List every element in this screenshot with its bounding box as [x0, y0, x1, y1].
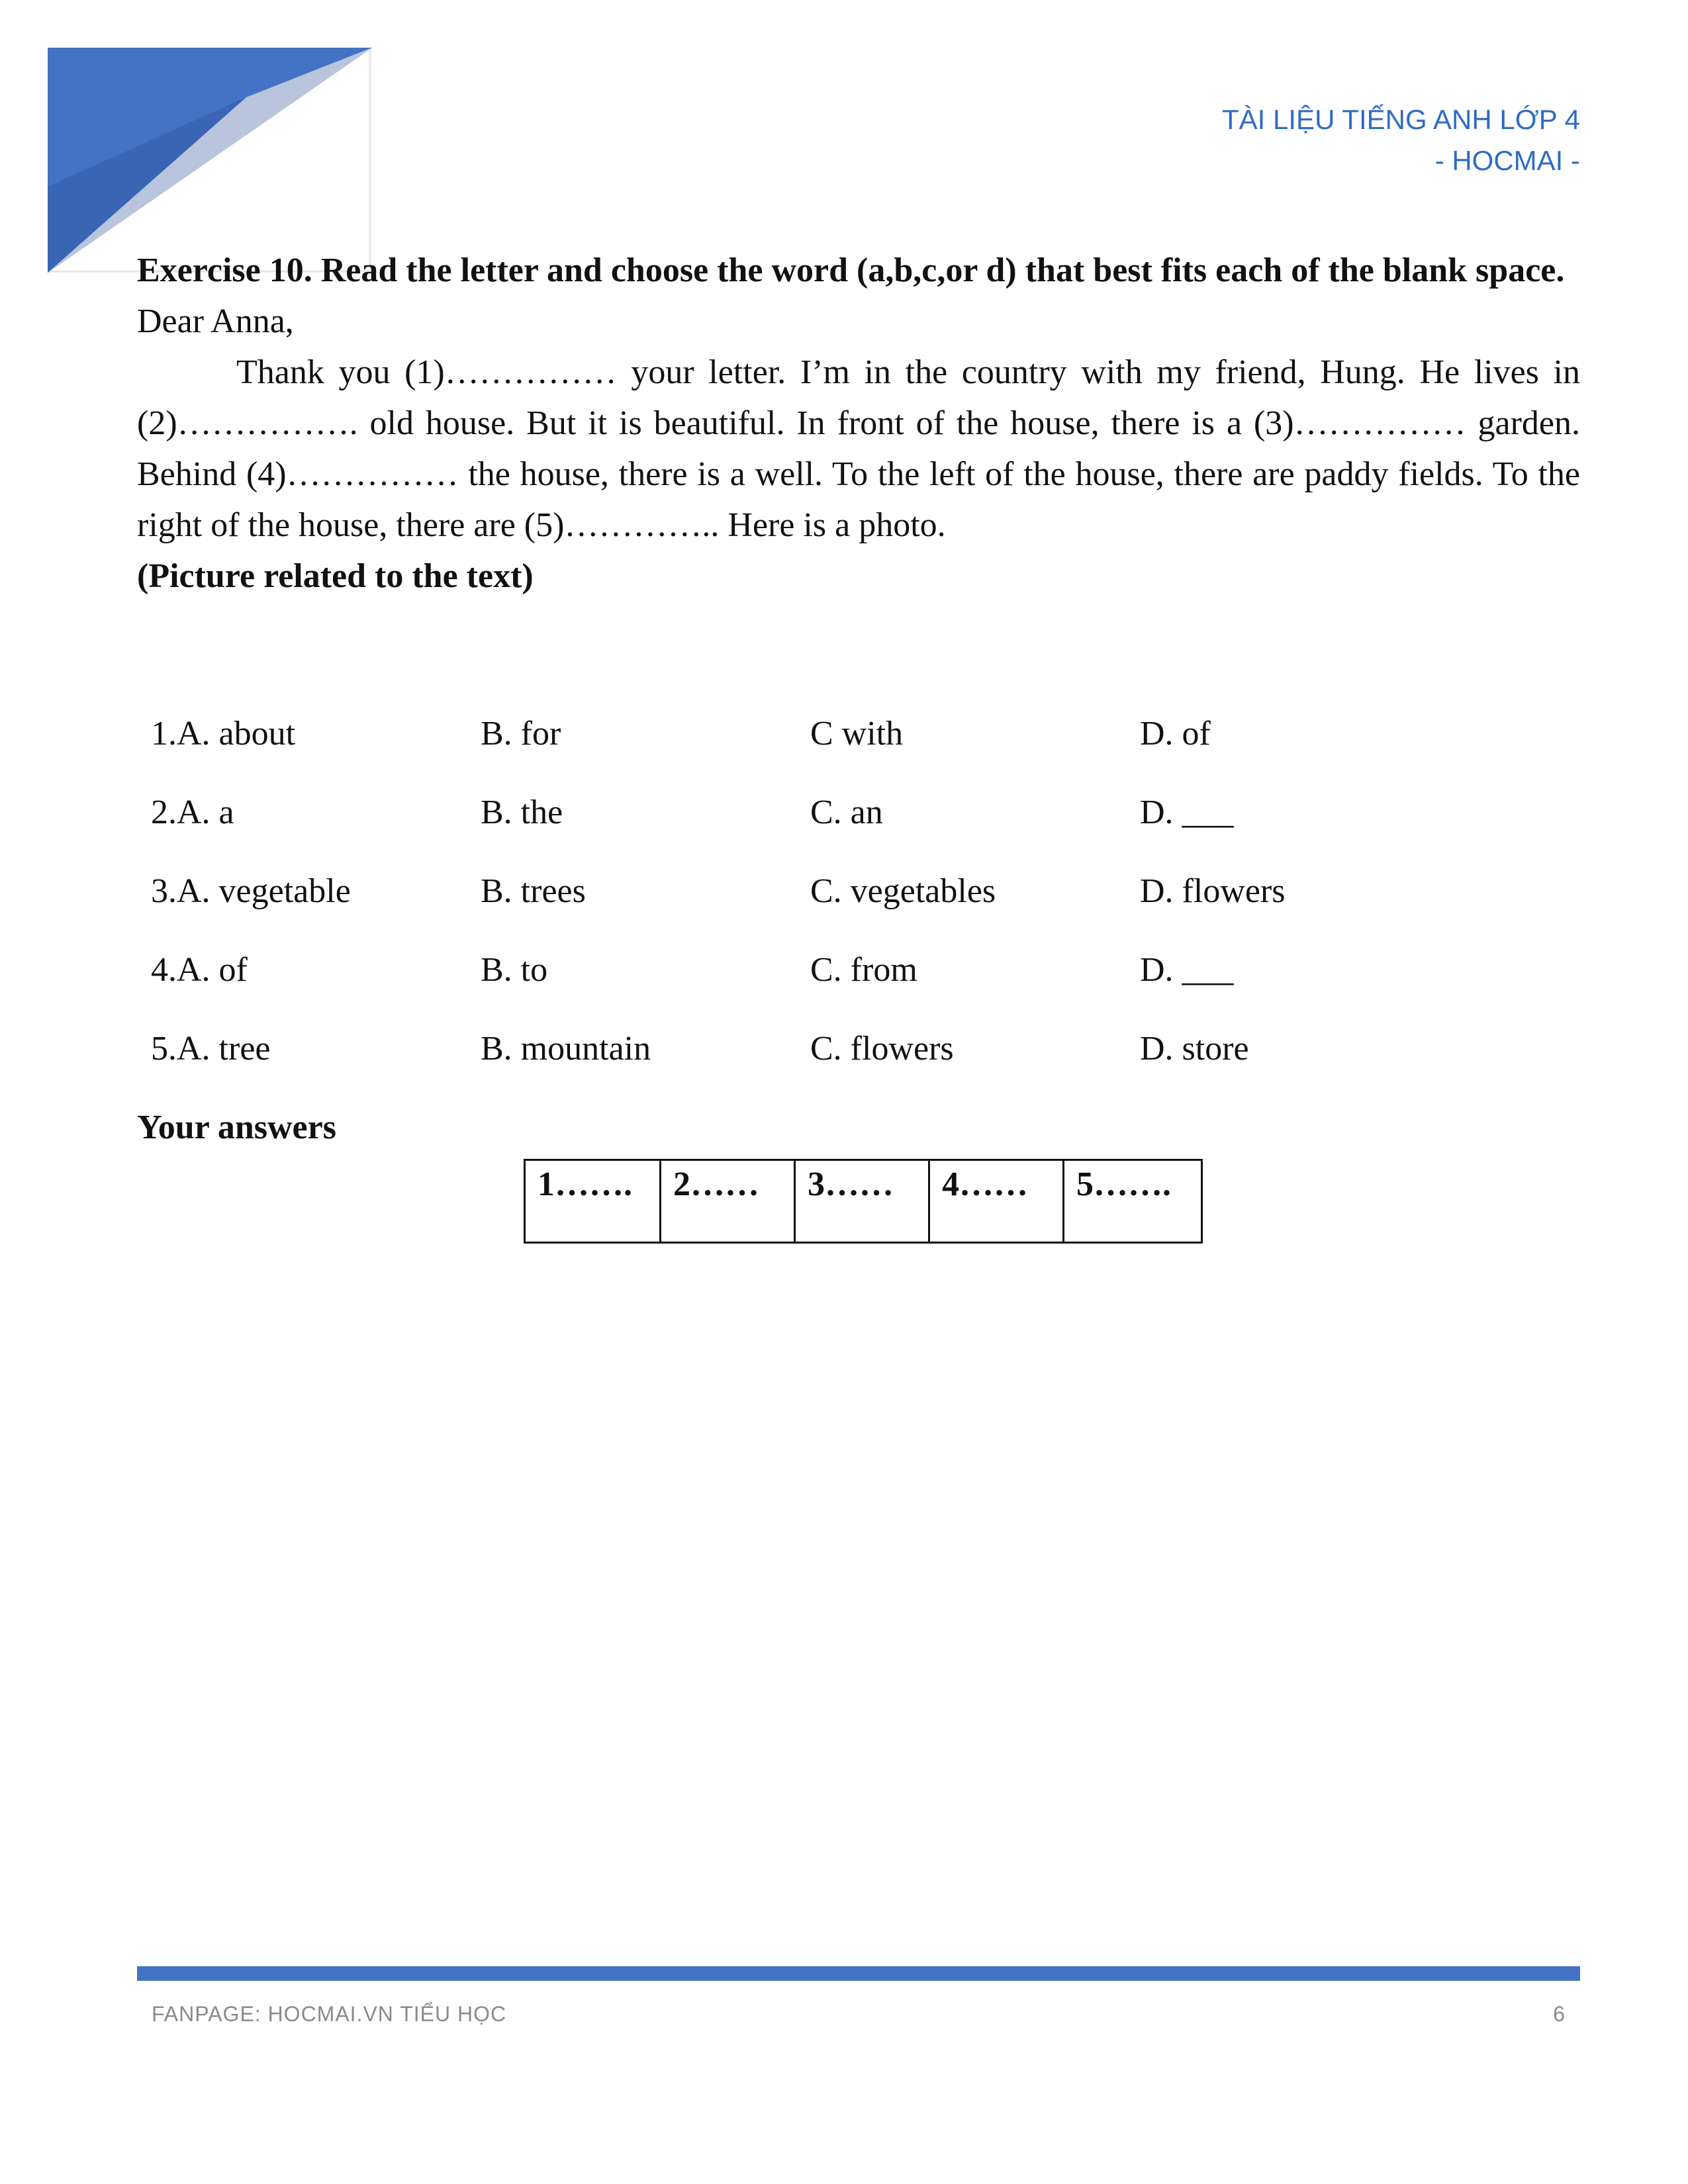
answer-cell-5[interactable]: 5……. [1064, 1160, 1202, 1243]
answer-options [151, 708, 1541, 1102]
picture-note: (Picture related to the text) [137, 557, 534, 595]
document-header [1222, 99, 1580, 181]
option-row [151, 866, 1541, 944]
answers-label: Your answers [137, 1109, 336, 1146]
option-d: D. flowers [1140, 872, 1286, 910]
corner-logo-graphic [48, 48, 372, 273]
option-d: D. of [1140, 715, 1211, 752]
letter-greeting: Dear Anna, [137, 302, 294, 340]
option-row [151, 1023, 1541, 1102]
option-d: D. ___ [1140, 951, 1234, 989]
option-c: C. flowers [810, 1030, 954, 1068]
answer-table [524, 1159, 1203, 1244]
option-b: B. to [481, 951, 548, 989]
option-b: B. trees [481, 872, 586, 910]
option-row [151, 708, 1541, 787]
footer-fanpage: FANPAGE: HOCMAI.VN TIỂU HỌC [152, 2002, 507, 2026]
exercise-content [137, 245, 1580, 602]
option-c: C. from [810, 951, 917, 989]
option-b: B. for [481, 715, 561, 752]
option-a: 2.A. a [151, 794, 234, 831]
answer-cell-3[interactable]: 3…… [795, 1160, 929, 1243]
option-c: C with [810, 715, 904, 752]
option-c: C. vegetables [810, 872, 996, 910]
option-c: C. an [810, 794, 883, 831]
option-row [151, 787, 1541, 866]
answer-cell-1[interactable]: 1……. [525, 1160, 661, 1243]
answer-row [525, 1160, 1202, 1243]
option-row [151, 944, 1541, 1023]
answer-cell-2[interactable]: 2…… [661, 1160, 795, 1243]
option-d: D. ___ [1140, 794, 1234, 831]
option-a: 4.A. of [151, 951, 248, 989]
footer-divider [137, 1966, 1580, 1981]
letter-body: Thank you (1)…………… your letter. I’m in the country with my friend, Hung. He lives in (2)……………. old house. But it is beautiful. In front of the house, there is a (3)…………… garden. Behind (4)…………… the house, there is a well. To the left of the house, there are paddy fields. To the right of the house, there are (5)………….. Here is a photo. [137, 353, 1580, 544]
header-title: TÀI LIỆU TIẾNG ANH LỚP 4 [1222, 104, 1580, 135]
page-number: 6 [1553, 2002, 1565, 2026]
option-b: B. mountain [481, 1030, 651, 1068]
option-d: D. store [1140, 1030, 1249, 1068]
option-a: 5.A. tree [151, 1030, 271, 1068]
answer-cell-4[interactable]: 4…… [929, 1160, 1064, 1243]
option-a: 3.A. vegetable [151, 872, 351, 910]
header-subtitle: - HOCMAI - [1434, 145, 1580, 176]
option-a: 1.A. about [151, 715, 296, 752]
exercise-title: Exercise 10. Read the letter and choose the word (a,b,c,or d) that best fits each of the blank space. [137, 251, 1565, 289]
option-b: B. the [481, 794, 563, 831]
